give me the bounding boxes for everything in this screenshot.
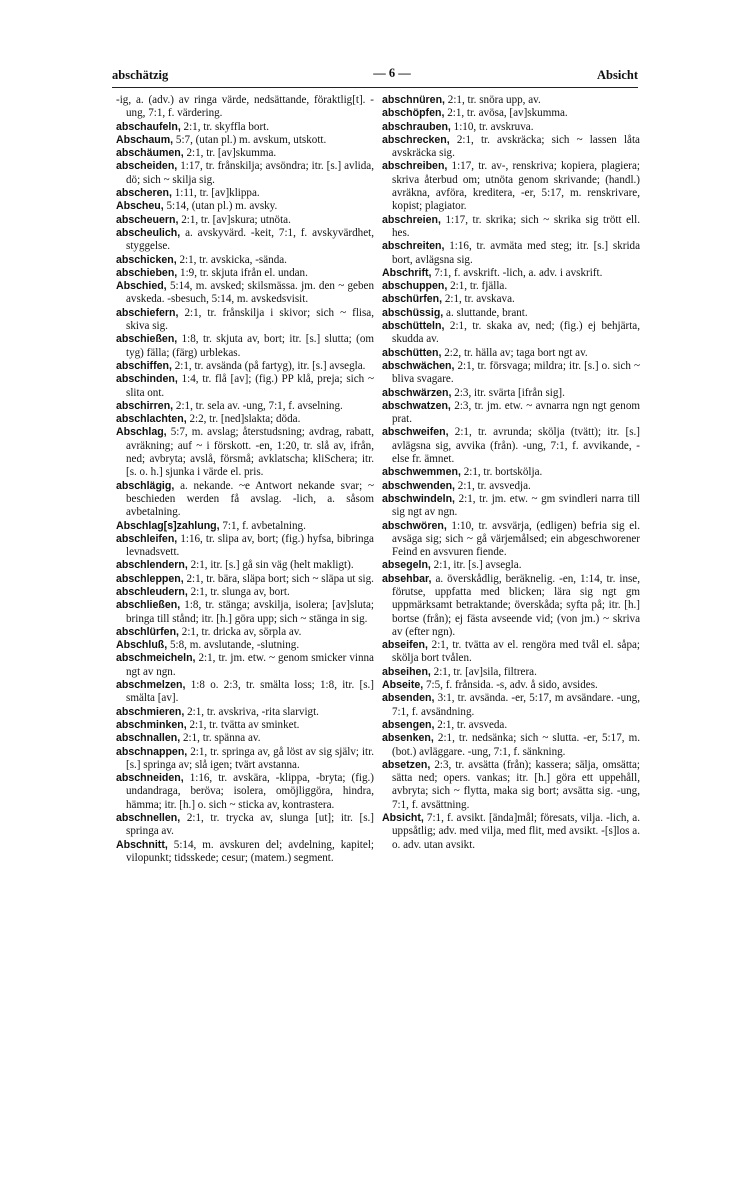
entry-headword: absegeln, [382, 559, 431, 572]
entry-definition: 2:2, tr. [ned]slakta; döda. [189, 413, 301, 426]
dictionary-entry [116, 652, 374, 679]
entry-headword: abschnappen, [116, 745, 188, 758]
dictionary-entry [382, 759, 640, 812]
entry-definition: 2:1, tr. avsvedja. [457, 479, 531, 492]
entry-headword: abschüssig, [382, 306, 444, 319]
entry-definition: 1:9, tr. skjuta ifrån el. undan. [180, 266, 308, 279]
entry-definition: 2:1, tr. bortskölja. [463, 466, 543, 479]
entry-definition: 1:11, tr. [av]klippa. [174, 187, 260, 200]
entry-headword: Abschluß, [116, 639, 168, 652]
header-last-word: Absicht [597, 68, 638, 82]
dictionary-entry [116, 746, 374, 773]
entry-definition: a. sluttande, brant. [446, 306, 528, 319]
entry-definition: 2:1, tr. skaka av, ned; (fig.) ej behjärta, skudda av. [392, 320, 640, 346]
entry-definition: 1:8, tr. stänga; avskilja, isolera; [av]sluta; bringa till stånd; itr. [h.] göra upp; sich ~ stänga in sig. [126, 599, 374, 625]
entry-headword: Abseite, [382, 679, 424, 692]
dictionary-entry [116, 147, 374, 160]
dictionary-entry [382, 493, 640, 520]
dictionary-entry [116, 520, 374, 533]
entry-headword: abschminken, [116, 718, 187, 731]
entry-headword: abschlachten, [116, 413, 187, 426]
dictionary-entry [382, 466, 640, 479]
dictionary-entry [116, 426, 374, 479]
entry-headword: abschleifen, [116, 532, 178, 545]
entry-definition: 2:1, tr. [av]sila, filtrera. [433, 665, 537, 678]
entry-headword: abschweifen, [382, 426, 449, 439]
dictionary-entry [116, 94, 374, 121]
dictionary-entry [116, 573, 374, 586]
dictionary-entry [382, 812, 640, 852]
entry-definition: 1:16, tr. avmäta med steg; itr. [s.] skrida bort, avlägsna sig. [392, 240, 640, 266]
dictionary-entry [382, 134, 640, 161]
entry-definition: 1:10, tr. avsvärja, (edligen) befria sig el. avsäga sig; sich ~ gå värjemålsed; ein abgeschworener Feind en avsvuren fiende. [392, 519, 640, 559]
dictionary-entry [116, 839, 374, 866]
entry-definition: a. avskyvärd. -keit, 7:1, f. avskyvärdhet, styggelse. [126, 226, 374, 253]
entry-definition: 2:3, tr. avsätta (från); kassera; sälja, omsätta; sätta ned; opers. vankas; itr. [h.] göra ett uppehåll, avbryta; sich ~ flytta, maka sig bort; avsätta sig. -ung, 7:1, f. avsättning. [392, 758, 640, 811]
dictionary-entry [116, 400, 374, 413]
entry-headword: abschreiben, [382, 160, 448, 173]
dictionary-entry [382, 360, 640, 387]
entry-headword: abscheren, [116, 187, 172, 200]
entry-definition: 1:16, tr. avskära, -klippa, -bryta; (fig.) undandraga, beröva; isolera, omöjliggöra, hindra, hämma; itr. [h.] o. sich ~ sticka av, kontrastera. [126, 772, 374, 811]
dictionary-entry [116, 679, 374, 706]
entry-definition: 5:7, (utan pl.) m. avskum, utskott. [175, 133, 327, 146]
entry-definition: 2:1, tr. avskräcka; sich ~ lassen låta avskräcka sig. [392, 133, 640, 160]
dictionary-entry [382, 121, 640, 134]
entry-headword: abschmieren, [116, 705, 185, 718]
dictionary-entry [116, 812, 374, 839]
dictionary-entry [116, 559, 374, 572]
entry-headword: abschrecken, [382, 133, 450, 146]
entry-headword: Abschied, [116, 280, 167, 293]
entry-definition: 5:7, m. avslag; återstudsning; avdrag, rabatt, avräkning; auf ~ i förskott. -en, 1:20, tr. slå av, ifrån, ned; avbryta; avslå, försmå; avklatscha; kliSchera; itr. [s. o. h.] sjunka i värde el. pris. [126, 426, 374, 479]
entry-headword: abschwärzen, [382, 386, 452, 399]
entry-definition: 2:1, tr. [av]skumma. [186, 147, 277, 160]
dictionary-entry [116, 160, 374, 187]
entry-definition: 2:1, tr. avsveda. [437, 718, 508, 731]
entry-headword: abscheuern, [116, 213, 179, 226]
dictionary-entry [382, 307, 640, 320]
dictionary-entry [382, 293, 640, 306]
entry-headword: abschmeicheln, [116, 652, 196, 665]
dictionary-entry [116, 719, 374, 732]
dictionary-entry [382, 692, 640, 719]
dictionary-entry [116, 280, 374, 307]
entry-headword: abscheulich, [116, 226, 181, 239]
entry-headword: abschwenden, [382, 479, 455, 492]
left-column [116, 94, 374, 1099]
entry-headword: abschwatzen, [382, 399, 451, 412]
dictionary-entry [116, 599, 374, 626]
entry-definition: 2:1, tr. sela av. -ung, 7:1, f. avselning. [175, 399, 343, 412]
dictionary-entry [116, 533, 374, 560]
dictionary-entry [382, 666, 640, 679]
entry-definition: 5:14, (utan pl.) m. avsky. [166, 200, 278, 213]
entry-definition: 2:1, tr. [av]skura; utnöta. [181, 213, 291, 226]
entry-headword: Abschrift, [382, 266, 432, 279]
entry-headword: absetzen, [382, 758, 431, 771]
right-column [382, 94, 641, 851]
header-first-word: abschätzig [112, 68, 169, 82]
entry-definition: 2:1, itr. [s.] avsegla. [433, 559, 522, 572]
entry-headword: abschütten, [382, 346, 442, 359]
page-number: — 6 — [373, 66, 411, 80]
entry-headword: abschleppen, [116, 572, 184, 585]
entry-definition: 2:1, tr. avskicka, -sända. [179, 253, 287, 266]
entry-headword: abschmelzen, [116, 679, 186, 692]
entry-headword: abschnellen, [116, 812, 181, 825]
dictionary-entry [382, 387, 640, 400]
entry-headword: abseihen, [382, 665, 431, 678]
entry-definition: 2:1, tr. nedsänka; sich ~ slutta. -er, 5:17, m. (bot.) avläggare. -ung, 7:1, f. sänkning. [392, 732, 640, 758]
entry-headword: Absicht, [382, 812, 424, 825]
entry-headword: abscheiden, [116, 160, 178, 173]
entry-definition: 2:1, tr. avrunda; skölja (tvätt); itr. [s.] avlägsna sig, avvika (från). -ung, 7:1, f. avvikande, -else fr. ämnet. [392, 426, 640, 466]
dictionary-entry [382, 267, 640, 280]
dictionary-entry [382, 719, 640, 732]
dictionary-entry [382, 107, 640, 120]
entry-headword: abschirren, [116, 399, 174, 412]
entry-definition: a. överskådlig, beräknelig. -en, 1:14, tr. inse, förutse, uppfatta med blicken; lära sig ngt gm uppmärksamt betraktande; överskåda; syfta på; itr. [h.] bortse (från); ej fästa avseende vid; (von jm.) ~ skriva av (efter ngn). [392, 572, 640, 638]
page-header [112, 66, 638, 88]
entry-headword: abschuppen, [382, 280, 448, 293]
dictionary-entry [382, 639, 640, 666]
entry-definition: 1:17, tr. frånskilja; avsöndra; itr. [s.] avlida, dö; sich ~ skilja sig. [126, 160, 374, 186]
entry-headword: absengen, [382, 718, 435, 731]
entry-definition: 1:17, tr. av-, renskriva; kopiera, plagiera; skriva återbud om; utnöta genom skrivande; (handl.) avräkna, avföra, kreditera, -er, 5:17, m. renskrivare, kopist; plagiator. [392, 160, 640, 213]
entry-definition: 2:1, tr. snöra upp, av. [447, 94, 541, 106]
dictionary-entry [382, 573, 640, 639]
entry-headword: absenden, [382, 692, 435, 705]
dictionary-entry [382, 347, 640, 360]
entry-headword: Abschlag, [116, 426, 167, 439]
entry-headword: abschäumen, [116, 147, 184, 160]
dictionary-entry [116, 772, 374, 812]
entry-definition: 2:1, tr. frånskilja i skivor; sich ~ flisa, skiva sig. [126, 306, 375, 333]
entry-headword: abschrauben, [382, 120, 451, 133]
entry-definition: -ig, a. (adv.) av ringa värde, nedsättande, föraktlig[t]. -ung, 7:1, f. värdering. [116, 94, 374, 120]
header-rule [112, 87, 638, 88]
entry-definition: a. nekande. ~e Antwort nekande svar; ~ beschieden werden få avslag. -lich, a. såsom avbetalning. [126, 479, 374, 519]
dictionary-entry [382, 559, 640, 572]
dictionary-entry [116, 121, 374, 134]
entry-headword: Abschlag[s]zahlung, [116, 519, 220, 532]
dictionary-entry [116, 214, 374, 227]
entry-definition: 2:1, tr. dricka av, sörpla av. [181, 625, 302, 638]
entry-definition: 2:1, tr. springa av, gå löst av sig själv; itr. [s.] springa av; slå igen; tvärt avstanna. [126, 745, 374, 771]
entry-definition: 2:1, tr. jm. etw. ~ genom smicker vinna ngt av ngn. [126, 652, 374, 678]
entry-definition: 7:1, f. avsikt. [ända]mål; föresats, vilja. -lich, a. uppsåtlig; adv. med vilja, med flit, med avsikt. -[s]los a. o. adv. utan avsikt. [392, 812, 641, 851]
entry-headword: abschütteln, [382, 320, 445, 333]
entry-headword: abschürfen, [382, 293, 443, 306]
entry-definition: 2:1, tr. avsända (på fartyg), itr. [s.] avsegla. [174, 359, 366, 372]
dictionary-entry [382, 320, 640, 347]
dictionary-entry [116, 333, 374, 360]
dictionary-entry [382, 679, 640, 692]
dictionary-entry [116, 360, 374, 373]
dictionary-entry [116, 373, 374, 400]
entry-definition: 2:1, tr. avskava. [444, 293, 515, 306]
entry-definition: 3:1, tr. avsända. -er, 5:17, m avsändare. -ung, 7:1, f. avsändning. [392, 692, 640, 718]
entry-definition: 2:1, tr. bära, släpa bort; sich ~ släpa ut sig. [186, 572, 374, 585]
entry-definition: 2:1, tr. försvaga; mildra; itr. [s.] o. sich ~ bliva svagare. [392, 359, 640, 386]
entry-headword: absehbar, [382, 572, 432, 585]
entry-headword: abschwindeln, [382, 492, 455, 505]
entry-headword: abschließen, [116, 599, 181, 612]
entry-definition: 2:1, tr. skyffla bort. [183, 120, 270, 133]
dictionary-entry [116, 267, 374, 280]
entry-headword: abschiffen, [116, 359, 172, 372]
dictionary-entry [382, 214, 640, 241]
dictionary-entry [116, 187, 374, 200]
dictionary-entry [382, 480, 640, 493]
entry-headword: abschreiten, [382, 240, 445, 253]
dictionary-entry [116, 732, 374, 745]
dictionary-entry [382, 400, 640, 427]
entry-headword: abschleudern, [116, 585, 188, 598]
dictionary-entry [382, 732, 640, 759]
entry-definition: 7:1, f. avbetalning. [222, 519, 306, 532]
entry-headword: abschiefern, [116, 306, 179, 319]
entry-headword: abschießen, [116, 333, 178, 346]
entry-headword: abschlürfen, [116, 625, 179, 638]
entry-headword: abschreien, [382, 213, 441, 226]
entry-definition: 2:1, tr. avskriva, -rita slarvigt. [187, 705, 319, 718]
entry-headword: abschwemmen, [382, 466, 461, 479]
entry-headword: Abschnitt, [116, 838, 168, 851]
entry-definition: 2:3, itr. svärta [ifrån sig]. [454, 386, 565, 399]
entry-headword: abschieben, [116, 266, 178, 279]
entry-definition: 1:16, tr. slipa av, bort; (fig.) hyfsa, bibringa levnadsvett. [126, 532, 374, 559]
entry-definition: 7:5, f. frånsida. -s, adv. å sido, avsides. [426, 679, 598, 692]
entry-definition: 2:1, tr. jm. etw. ~ gm svindleri narra till sig ngt av ngn. [392, 492, 640, 519]
entry-headword: abschöpfen, [382, 107, 445, 120]
entry-definition: 7:1, f. avskrift. -lich, a. adv. i avskrift. [434, 266, 603, 279]
entry-headword: abschicken, [116, 253, 177, 266]
entry-headword: abschneiden, [116, 772, 184, 785]
dictionary-entry [116, 227, 374, 254]
dictionary-entry [116, 586, 374, 599]
dictionary-entry [382, 280, 640, 293]
entry-headword: abschnüren, [382, 94, 445, 106]
entry-headword: abschlendern, [116, 559, 188, 572]
entry-definition: 2:1, tr. tvätta av sminket. [189, 718, 300, 731]
entry-definition: 2:1, tr. tvätta av el. rengöra med tvål el. såpa; skölja bort tvålen. [392, 639, 640, 665]
entry-definition: 2:2, tr. hälla av; taga bort ngt av. [444, 346, 588, 359]
entry-definition: 5:8, m. avslutande, -slutning. [170, 639, 300, 652]
dictionary-entry [116, 200, 374, 213]
entry-definition: 5:14, m. avsked; skilsmässa. jm. den ~ geben avskeda. -sbesuch, 5:14, m. avskedsvisit. [126, 280, 374, 306]
entry-headword: abschinden, [116, 373, 178, 386]
entry-definition: 1:4, tr. flå [av]; (fig.) PP klå, preja; sich ~ slita ont. [126, 373, 374, 399]
dictionary-entry [116, 706, 374, 719]
entry-definition: 1:10, tr. avskruva. [453, 120, 534, 133]
entry-definition: 2:1, tr. slunga av, bort. [190, 585, 290, 598]
entry-definition: 2:1, tr. avösa, [av]skumma. [447, 107, 568, 120]
entry-headword: abschaufeln, [116, 120, 181, 133]
dictionary-entry [382, 240, 640, 267]
entry-definition: 2:1, tr. spänna av. [182, 732, 261, 745]
dictionary-entry [116, 413, 374, 426]
entry-definition: 2:1, tr. trycka av, slunga [ut]; itr. [s.] springa av. [126, 812, 374, 838]
entry-definition: 2:3, tr. jm. etw. ~ avnarra ngn ngt genom prat. [392, 399, 640, 426]
entry-definition: 2:1, tr. fjälla. [450, 280, 508, 293]
dictionary-entry [116, 307, 374, 334]
entry-definition: 1:8, tr. skjuta av, bort; itr. [s.] slutta; (om tyg) fälla; (färg) urblekas. [126, 333, 374, 359]
dictionary-entry [382, 94, 640, 107]
entry-headword: abschlägig, [116, 479, 175, 492]
entry-headword: Abschaum, [116, 133, 174, 146]
dictionary-entry [116, 480, 374, 520]
entry-headword: Abscheu, [116, 200, 164, 213]
dictionary-entry [382, 520, 640, 560]
dictionary-entry [116, 134, 374, 147]
entry-headword: abseifen, [382, 639, 428, 652]
dictionary-entry [382, 160, 640, 213]
dictionary-entry [116, 254, 374, 267]
entry-definition: 2:1, itr. [s.] gå sin väg (helt makligt). [190, 559, 354, 572]
dictionary-entry [382, 426, 640, 466]
entry-headword: absenken, [382, 732, 434, 745]
entry-definition: 1:17, tr. skrika; sich ~ skrika sig trött ell. hes. [392, 213, 640, 239]
entry-headword: abschwören, [382, 519, 447, 532]
entry-headword: abschnallen, [116, 732, 181, 745]
entry-definition: 5:14, m. avskuren del; avdelning, kapitel; vilopunkt; tidsskede; cesur; (matem.) segment. [126, 838, 374, 864]
entry-definition: 1:8 o. 2:3, tr. smälta loss; 1:8, itr. [s.] smälta [av]. [126, 679, 374, 705]
entry-headword: abschwächen, [382, 359, 455, 372]
dictionary-entry [116, 626, 374, 639]
dictionary-entry [116, 639, 374, 652]
